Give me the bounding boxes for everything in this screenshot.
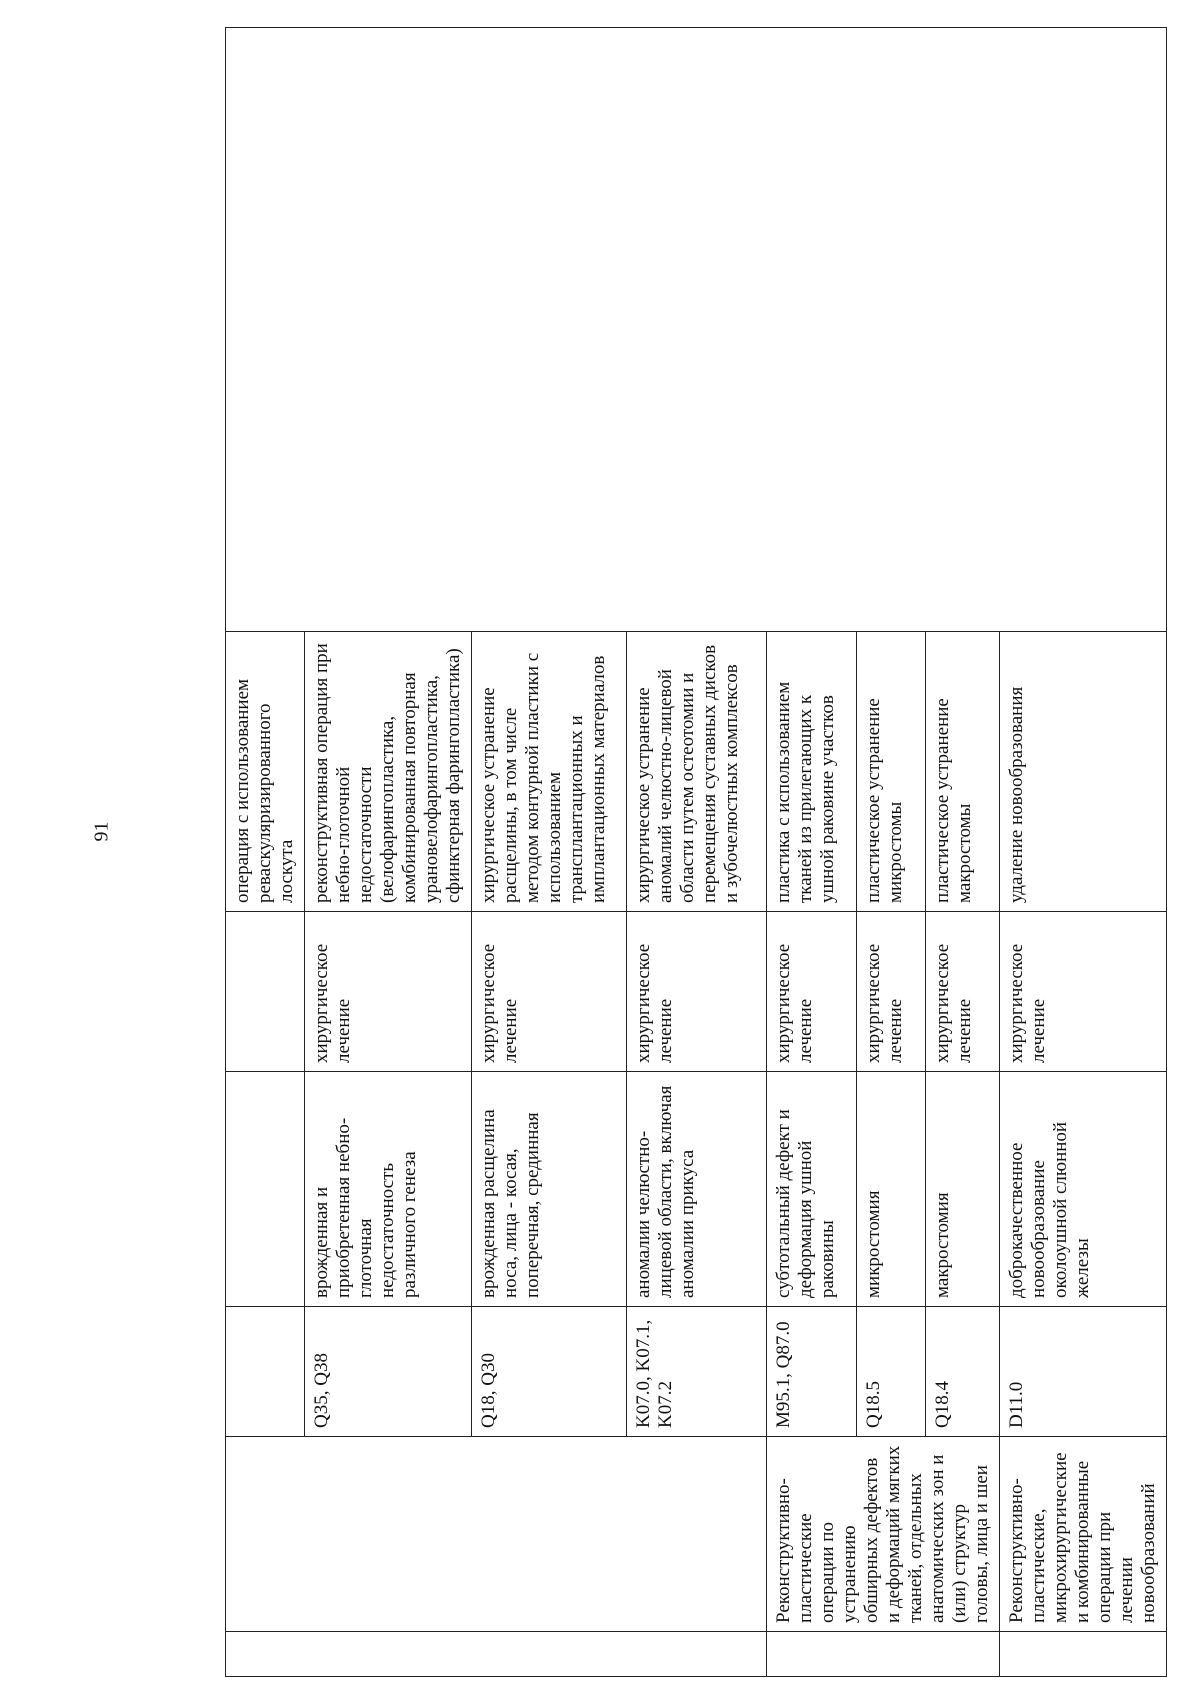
group-cell: Реконструктивно-пластические, микрохирургические и комбинированные операции при лечении новообразований bbox=[1000, 1437, 1167, 1632]
treatment-cell: хирургическое лечение bbox=[926, 912, 1000, 1072]
treatment-cell: хирургическое лечение bbox=[627, 912, 767, 1072]
diagnosis-cell: макростомия bbox=[926, 1072, 1000, 1307]
procedures-table bbox=[225, 27, 1167, 1677]
treatment-cell: хирургическое лечение bbox=[767, 912, 857, 1072]
method-cell: реконструктивная операция при небно-глоточной недостаточности (велофарингопластика, комбинированная повторная урановелофарингопластика, сфинктерная фарингопластика) bbox=[305, 632, 472, 912]
codes-cell: Q18.4 bbox=[926, 1307, 1000, 1437]
codes-cell: M95.1, Q87.0 bbox=[767, 1307, 857, 1437]
diagnosis-cell: субтотальный дефект и деформация ушной раковины bbox=[767, 1072, 857, 1307]
number-cell bbox=[767, 1632, 1000, 1677]
codes-cell: Q18, Q30 bbox=[472, 1307, 627, 1437]
number-cell bbox=[1000, 1632, 1167, 1677]
codes-cell: Q18.5 bbox=[856, 1307, 925, 1437]
treatment-cell bbox=[226, 912, 305, 1072]
group-cell bbox=[226, 1437, 767, 1632]
codes-cell: D11.0 bbox=[1000, 1307, 1167, 1437]
treatment-cell: хирургическое лечение bbox=[1000, 912, 1167, 1072]
codes-cell bbox=[226, 1307, 305, 1437]
page-number: 91 bbox=[90, 821, 113, 842]
diagnosis-cell: доброкачественное новообразование околоушной слюнной железы bbox=[1000, 1072, 1167, 1307]
diagnosis-cell: врожденная и приобретенная небно-глоточная недостаточность различного генеза bbox=[305, 1072, 472, 1307]
number-cell bbox=[226, 1632, 767, 1677]
codes-cell: K07.0, K07.1, K07.2 bbox=[627, 1307, 767, 1437]
method-cell: пластическое устранение микростомы bbox=[856, 632, 925, 912]
diagnosis-cell bbox=[226, 1072, 305, 1307]
method-cell: пластика с использованием тканей из прилегающих к ушной раковине участков bbox=[767, 632, 857, 912]
codes-cell: Q35, Q38 bbox=[305, 1307, 472, 1437]
treatment-cell: хирургическое лечение bbox=[856, 912, 925, 1072]
method-cell: операция с использованием реваскуляризированного лоскута bbox=[226, 632, 305, 912]
method-cell: хирургическое устранение аномалий челюстно-лицевой области путем остеотомии и перемещения суставных дисков и зубочелюстных комплексов bbox=[627, 632, 767, 912]
treatment-cell: хирургическое лечение bbox=[472, 912, 627, 1072]
method-cell: удаление новообразования bbox=[1000, 632, 1167, 912]
diagnosis-cell: аномалии челюстно-лицевой области, включая аномалии прикуса bbox=[627, 1072, 767, 1307]
table-row bbox=[226, 28, 305, 1677]
diagnosis-cell: врожденная расщелина носа, лица - косая, поперечная, срединная bbox=[472, 1072, 627, 1307]
group-cell: Реконструктивно-пластические операции по устранению обширных дефектов и деформаций мягких тканей, отдельных анатомических зон и (или) структур головы, лица и шеи bbox=[767, 1437, 1000, 1632]
method-cell: пластическое устранение макростомы bbox=[926, 632, 1000, 912]
diagnosis-cell: микростомия bbox=[856, 1072, 925, 1307]
method-cell: хирургическое устранение расщелины, в том числе методом контурной пластики с использованием трансплантационных и имплантационных материалов bbox=[472, 632, 627, 912]
treatment-cell: хирургическое лечение bbox=[305, 912, 472, 1072]
rotated-table-frame bbox=[225, 27, 1159, 1677]
extra-cell bbox=[226, 28, 1167, 632]
